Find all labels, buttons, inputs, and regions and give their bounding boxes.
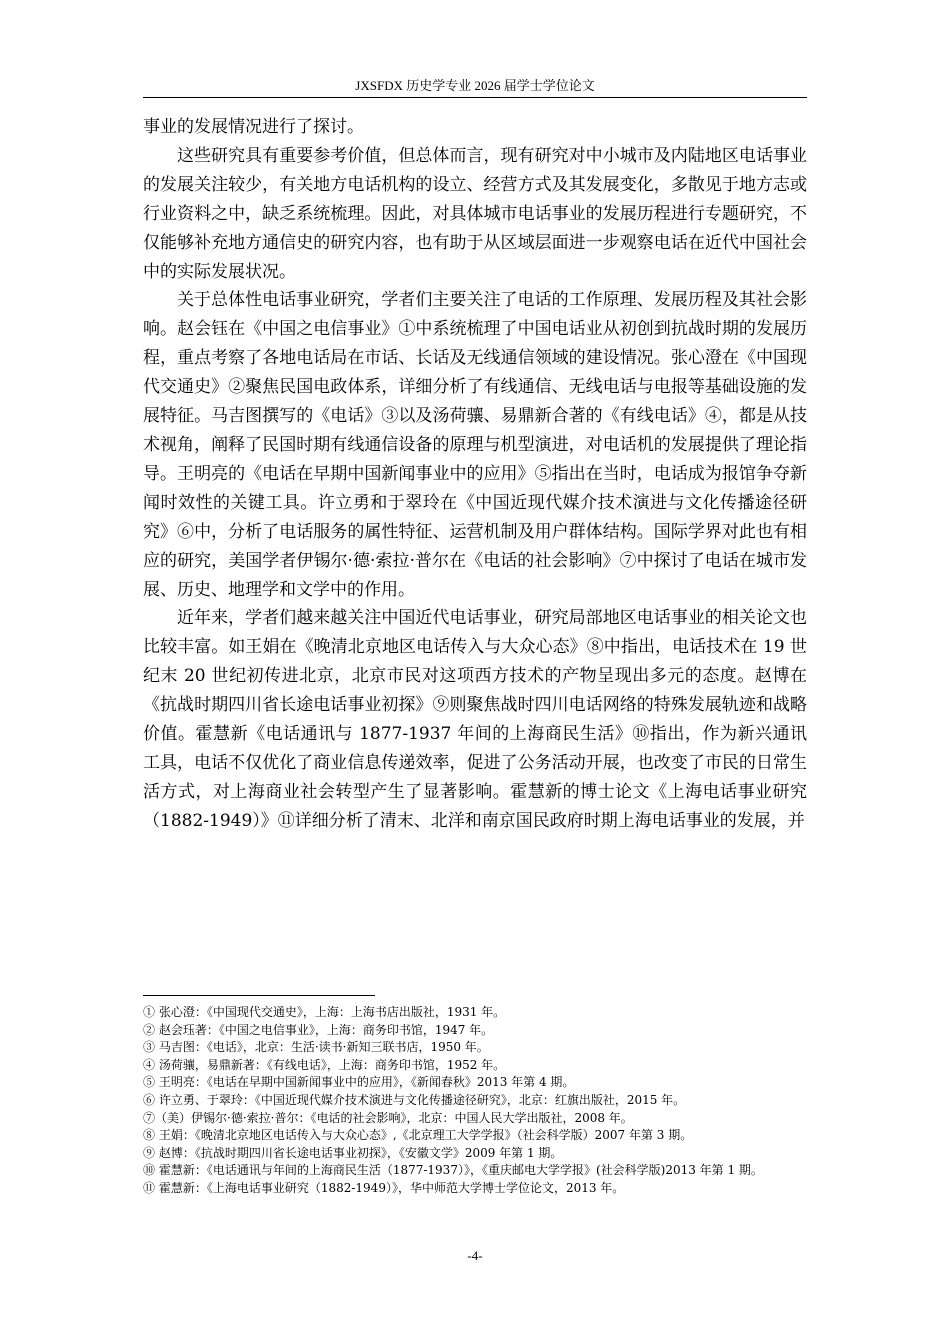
footnote: ③ 马吉图：《电话》，北京：生活·读书·新知三联书店，1950 年。 <box>143 1040 489 1055</box>
footnote: ⑩ 霍慧新：《电话通讯与年间的上海商民生活（1877-1937）》，《重庆邮电大学学报》(社会科学版)2013 年第 1 期。 <box>143 1163 763 1178</box>
footnote: ④ 汤荷骧，易鼎新著：《有线电话》，上海：商务印书馆，1952 年。 <box>143 1057 506 1072</box>
paragraph: 关于总体性电话事业研究，学者们主要关注了电话的工作原理、发展历程及其社会影响。赵会钰在《中国之电信事业》①中系统梳理了中国电话业从初创到抗战时期的发展历程，重点考察了各地电话局在市话、长话及无线通信领域的建设情况。张心澄在《中国现代交通史》②聚焦民国电政体系，详细分析了有线通信、无线电话与电报等基础设施的发展特征。马吉图撰写的《电话》③以及汤荷骧、易鼎新合著的《有线电话》④，都是从技术视角，阐释了民国时期有线通信设备的原理与机型演进，对电话机的发展提供了理论指导。王明亮的《电话在早期中国新闻事业中的应用》⑤指出在当时，电话成为报馆争夺新闻时效性的关键工具。许立勇和于翠玲在《中国近现代媒介技术演进与文化传播途径研究》⑥中，分析了电话服务的属性特征、运营机制及用户群体结构。国际学界对此也有相应的研究，美国学者伊锡尔·德·索拉·普尔在《电话的社会影响》⑦中探讨了电话在城市发展、历史、地理学和文学中的作用。 <box>143 290 807 600</box>
footnotes <box>143 1004 807 1198</box>
paragraph: 事业的发展情况进行了探讨。 <box>143 117 364 137</box>
body-text <box>143 113 807 836</box>
footnote: ② 赵会珏著：《中国之电信事业》，上海：商务印书馆，1947 年。 <box>143 1022 494 1037</box>
footnote: ⑧ 王娟：《晚清北京地区电话传入与大众心态》,《北京理工大学学报》（社会科学版）2007 年第 3 期。 <box>143 1128 693 1143</box>
paragraph: 这些研究具有重要参考价值，但总体而言，现有研究对中小城市及内陆地区电话事业的发展关注较少，有关地方电话机构的设立、经营方式及其发展变化，多散见于地方志或行业资料之中，缺乏系统梳理。因此，对具体城市电话事业的发展历程进行专题研究，不仅能够补充地方通信史的研究内容，也有助于从区域层面进一步观察电话在近代中国社会中的实际发展状况。 <box>143 145 807 282</box>
footnote: ⑦（美）伊锡尔·德·索拉·普尔：《电话的社会影响》，北京：中国人民大学出版社，2008 年。 <box>143 1110 633 1125</box>
paragraph: 近年来，学者们越来越关注中国近代电话事业，研究局部地区电话事业的相关论文也比较丰富。如王娟在《晚清北京地区电话传入与大众心态》⑧中指出，电话技术在 19 世纪末 20 世纪初传进北京，北京市民对这项西方技术的产物呈现出多元的态度。赵博在《抗战时期四川省长途电话事业初探》⑨则聚焦战时四川电话网络的特殊发展轨迹和战略价值。霍慧新《电话通讯与 1877-1937 年间的上海商民生活》⑩指出，作为新兴通讯工具，电话不仅优化了商业信息传递效率，促进了公务活动开展，也改变了市民的日常生活方式，对上海商业社会转型产生了显著影响。霍慧新的博士论文《上海电话事业研究（1882-1949）》⑪详细分析了清末、北洋和南京国民政府时期上海电话事业的发展，并 <box>143 608 807 831</box>
footnote-separator <box>143 995 375 996</box>
footnote: ⑤ 王明亮：《电话在早期中国新闻事业中的应用》，《新闻春秋》2013 年第 4 期。 <box>143 1075 575 1090</box>
running-header: JXSFDX 历史学专业 2026 届学士学位论文 <box>355 78 595 93</box>
footnote: ⑥ 许立勇、于翠玲：《中国近现代媒介技术演进与文化传播途径研究》，北京：红旗出版社，2015 年。 <box>143 1092 686 1107</box>
footnote: ① 张心澄：《中国现代交通史》，上海：上海书店出版社，1931 年。 <box>143 1005 506 1019</box>
footnote: ⑨ 赵博：《抗战时期四川省长途电话事业初探》，《安徽文学》2009 年第 1 期。 <box>143 1145 563 1160</box>
page-number: -4- <box>467 1248 483 1263</box>
footnote: ⑪ 霍慧新：《上海电话事业研究（1882-1949）》，华中师范大学博士学位论文，2013 年。 <box>143 1180 625 1195</box>
header-rule <box>143 97 807 98</box>
